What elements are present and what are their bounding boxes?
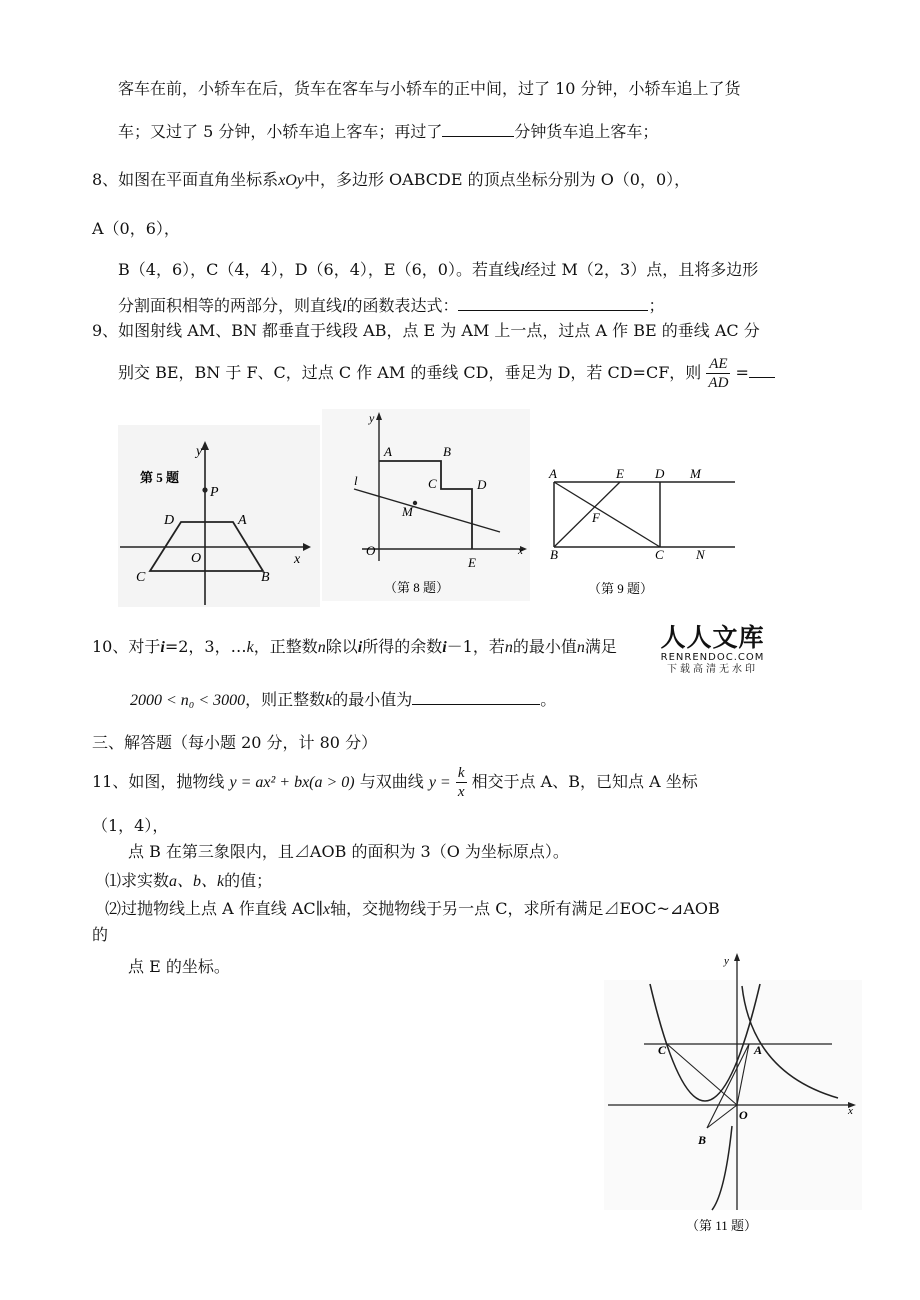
fig11-label-o: O bbox=[739, 1108, 748, 1122]
fig9-label-c: C bbox=[655, 547, 664, 562]
problem11-q1: ⑴求实数a、b、k的值； bbox=[105, 871, 273, 890]
fig9-label-a: A bbox=[549, 466, 557, 481]
fig5-label-x: x bbox=[294, 552, 301, 567]
fig9-label-f: F bbox=[592, 510, 600, 525]
problem10-line2: 2000 < n₀ < 3000，则正整数k的最小值为 。 bbox=[130, 690, 557, 709]
problem11-line2: （1，4）， bbox=[92, 816, 169, 835]
figure-8 bbox=[322, 409, 530, 601]
fig5-label-c: C bbox=[136, 570, 146, 585]
fig9-label-e: E bbox=[616, 466, 624, 481]
answer-blank-7[interactable] bbox=[442, 120, 514, 137]
inequality: 2000 < n₀ < 3000 bbox=[130, 692, 246, 709]
fig11-label-b: B bbox=[698, 1133, 707, 1147]
figure-9 bbox=[540, 462, 740, 602]
problem11-line1: 11、如图，抛物线 y = ax² + bx(a > 0) 与双曲线 y = $\frac{k}{x}$ 相交于点 A、B，已知点 A 坐标 bbox=[92, 765, 698, 800]
fig5-label-y: y bbox=[196, 444, 203, 459]
fig11-label-x: x bbox=[848, 1105, 853, 1117]
problem8-line4: 分割面积相等的两部分，则直线l的函数表达式： ； bbox=[118, 296, 665, 315]
problem11-q2: ⑵过抛物线上点 A 作直线 AC∥x轴，交抛物线于另一点 C，求所有满足⊿EOC~⊿AOB bbox=[105, 899, 720, 918]
fig8-label-l: l bbox=[354, 473, 358, 488]
problem7-line2: 车；又过了 5 分钟，小轿车追上客车；再过了 分钟货车追上客车； bbox=[118, 122, 659, 141]
fraction-k-x: $\frac{k}{x}$ bbox=[457, 765, 465, 800]
fig8-label-b: B bbox=[443, 444, 451, 459]
fig5-label-d: D bbox=[164, 513, 175, 528]
fig8-label-o: O bbox=[366, 543, 376, 558]
fig11-caption: （第 11 题） bbox=[686, 1218, 758, 1233]
problem11-q2-end: 点 E 的坐标。 bbox=[128, 957, 230, 976]
fig9-label-d: D bbox=[655, 466, 665, 481]
fig5-caption: 第 5 题 bbox=[140, 470, 180, 485]
answer-blank-9[interactable] bbox=[749, 361, 775, 378]
problem8-line3: B（4，6），C（4，4），D（6，4），E（6，0）。若直线l经过 M（2，3）点，且将多边形 bbox=[118, 260, 759, 279]
fig5-label-o: O bbox=[191, 551, 202, 566]
fig11-label-y: y bbox=[724, 955, 729, 967]
fig8-label-m: M bbox=[402, 504, 413, 519]
fig8-label-d: D bbox=[477, 477, 487, 492]
fig9-label-m: M bbox=[690, 466, 701, 481]
watermark-logo: 人人文库 RENRENDOC.COM 下载高清无水印 bbox=[660, 623, 765, 675]
problem9-line1: 9、如图射线 AM、BN 都垂直于线段 AB，点 E 为 AM 上一点，过点 A 作 BE 的垂线 AC 分 bbox=[92, 321, 760, 340]
problem11-q2-cont: 的 bbox=[92, 925, 109, 944]
fraction-ae-ad: $\frac{AE}{AD}$ bbox=[708, 356, 729, 391]
fig8-label-a: A bbox=[384, 444, 392, 459]
fig8-label-e: E bbox=[468, 555, 476, 570]
parabola-formula: y = ax² + bx(a > 0) bbox=[229, 774, 355, 791]
answer-blank-10[interactable] bbox=[412, 688, 540, 705]
figure-5 bbox=[118, 425, 320, 607]
fig8-label-c: C bbox=[428, 476, 437, 491]
fig11-label-c: C bbox=[658, 1043, 667, 1057]
problem8-line1: 8、如图在平面直角坐标系xOy中，多边形 OABCDE 的顶点坐标分别为 O（0，0）， bbox=[92, 170, 691, 189]
answer-blank-8[interactable] bbox=[458, 294, 648, 311]
fig9-label-n: N bbox=[696, 547, 705, 562]
section3-heading: 三、解答题（每小题 20 分，计 80 分） bbox=[92, 733, 378, 752]
problem7-line1: 客车在前，小轿车在后，货车在客车与小轿车的正中间，过了 10 分钟，小轿车追上了货 bbox=[118, 79, 741, 98]
fig9-caption: （第 9 题） bbox=[588, 581, 654, 596]
fig5-label-a: A bbox=[238, 513, 247, 528]
figure-11 bbox=[600, 948, 870, 1244]
problem11-line3: 点 B 在第三象限内，且⊿AOB 的面积为 3（O 为坐标原点）。 bbox=[128, 842, 569, 861]
fig5-label-p: P bbox=[210, 485, 219, 500]
fig9-label-b: B bbox=[550, 547, 558, 562]
fig8-label-y: y bbox=[369, 411, 375, 425]
fig8-label-x: x bbox=[518, 545, 523, 557]
fig5-label-b: B bbox=[261, 570, 270, 585]
problem10-line1: 10、对于i=2，3，…k，正整数n除以i所得的余数i－1，若n的最小值n满足 bbox=[92, 637, 617, 656]
fig8-caption: （第 8 题） bbox=[384, 580, 450, 595]
fig11-label-a: A bbox=[754, 1043, 763, 1057]
problem9-line2: 别交 BE，BN 于 F、C，过点 C 作 AM 的垂线 CD，垂足为 D，若 CD=CF，则 $\frac{AE}{AD}$ = bbox=[118, 350, 775, 396]
problem8-line2: A（0，6）， bbox=[92, 219, 180, 238]
